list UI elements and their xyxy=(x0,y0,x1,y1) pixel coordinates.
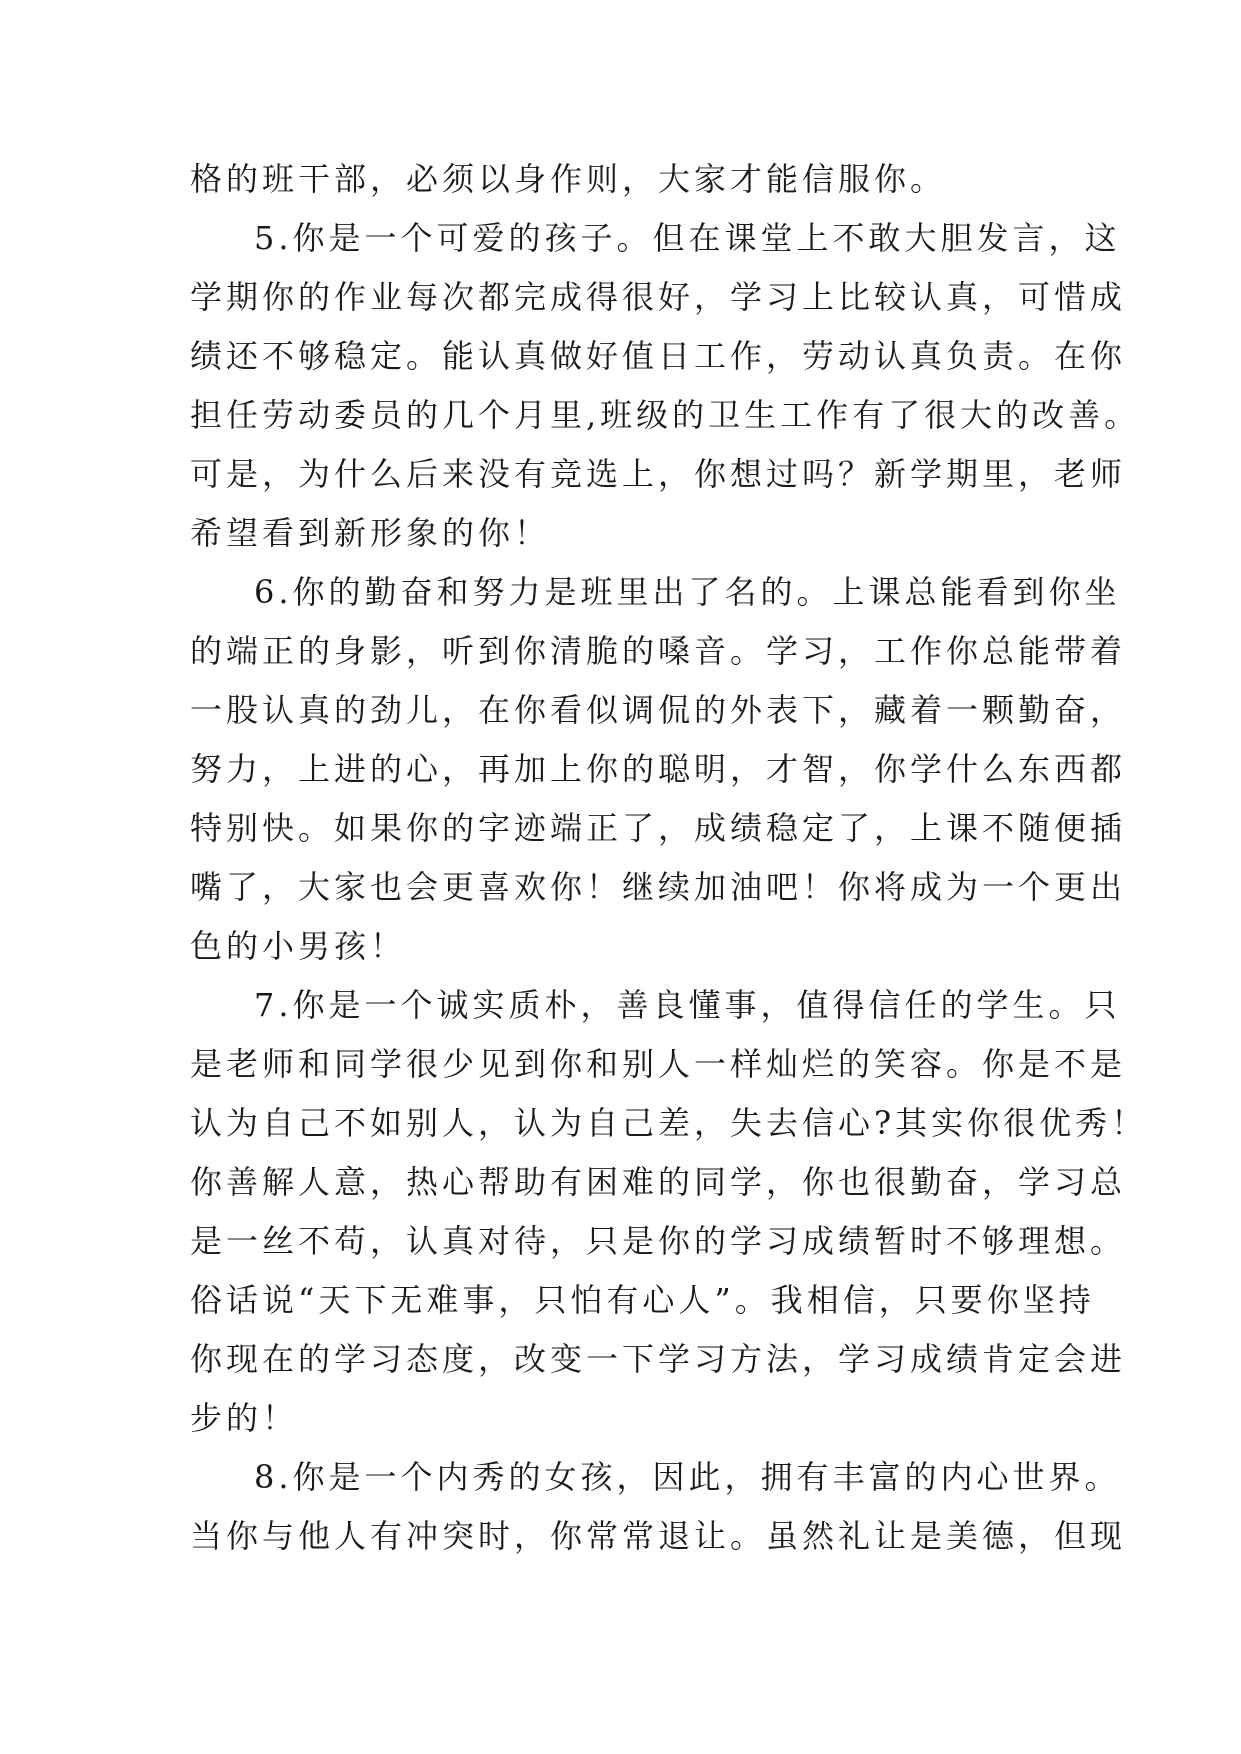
text-line-9: 的端正的身影，听到你清脆的嗓音。学习，工作你总能带着 xyxy=(190,632,1127,670)
text-line-15: 7.你是一个诚实质朴，善良懂事，值得信任的学生。只 xyxy=(254,986,1121,1024)
text-line-22: 步的！ xyxy=(190,1399,299,1437)
text-line-14: 色的小男孩！ xyxy=(190,927,407,965)
text-line-3: 学期你的作业每次都完成得很好，学习上比较认真，可惜成 xyxy=(190,278,1127,316)
text-line-21: 你现在的学习态度，改变一下学习方法，学习成绩肯定会进 xyxy=(190,1340,1127,1378)
text-line-7: 希望看到新形象的你！ xyxy=(190,514,551,552)
text-line-13: 嘴了，大家也会更喜欢你！继续加油吧！你将成为一个更出 xyxy=(190,868,1127,906)
text-line-6: 可是，为什么后来没有竞选上，你想过吗？新学期里，老师 xyxy=(190,455,1127,493)
text-line-4: 绩还不够稳定。能认真做好值日工作，劳动认真负责。在你 xyxy=(190,337,1127,375)
text-line-12: 特别快。如果你的字迹端正了，成绩稳定了，上课不随便插 xyxy=(190,809,1127,847)
text-line-5: 担任劳动委员的几个月里,班级的卫生工作有了很大的改善。 xyxy=(190,396,1141,434)
text-line-20: 俗话说“天下无难事，只怕有心人”。我相信，只要你坚持 xyxy=(190,1281,1095,1319)
text-line-11: 努力，上进的心，再加上你的聪明，才智，你学什么东西都 xyxy=(190,750,1127,788)
text-line-23: 8.你是一个内秀的女孩，因此，拥有丰富的内心世界。 xyxy=(254,1458,1121,1496)
document-body xyxy=(190,150,1148,1566)
text-line-24: 当你与他人有冲突时，你常常退让。虽然礼让是美德，但现 xyxy=(190,1517,1127,1555)
text-line-19: 是一丝不苟，认真对待，只是你的学习成绩暂时不够理想。 xyxy=(190,1222,1127,1260)
text-line-18: 你善解人意，热心帮助有困难的同学，你也很勤奋，学习总 xyxy=(190,1163,1127,1201)
text-line-17: 认为自己不如别人，认为自己差，失去信心?其实你很优秀！ xyxy=(190,1104,1148,1142)
text-line-10: 一股认真的劲儿，在你看似调侃的外表下，藏着一颗勤奋， xyxy=(190,691,1127,729)
text-line-16: 是老师和同学很少见到你和别人一样灿烂的笑容。你是不是 xyxy=(190,1045,1127,1083)
text-line-2: 5.你是一个可爱的孩子。但在课堂上不敢大胆发言，这 xyxy=(254,219,1121,257)
text-line-8: 6.你的勤奋和努力是班里出了名的。上课总能看到你坐 xyxy=(254,573,1121,611)
text-line-1: 格的班干部，必须以身作则，大家才能信服你。 xyxy=(190,160,947,198)
